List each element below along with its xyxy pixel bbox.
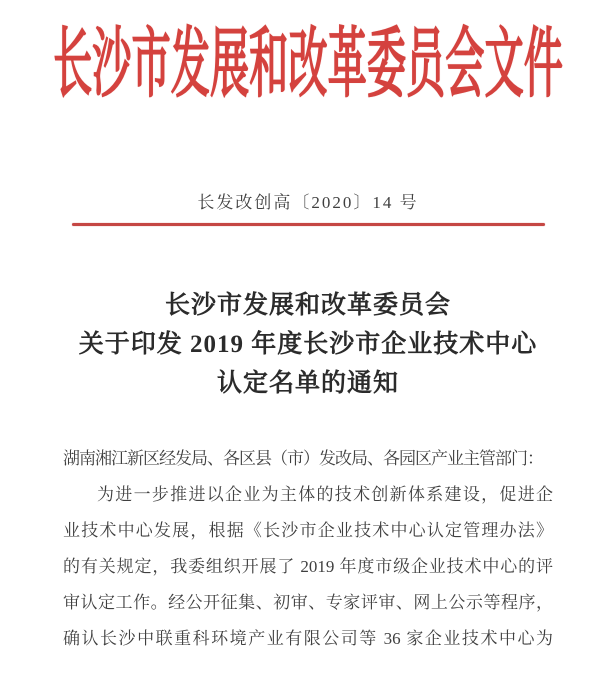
paragraph-line: 为进一步推进以企业为主体的技术创新体系建设，促进企 — [97, 485, 553, 504]
document-title-line-1: 长沙市发展和改革委员会 — [164, 292, 451, 319]
salutation-line: 湖南湘江新区经发局、各区县（市）发改局、各园区产业主管部门： — [63, 449, 543, 468]
document-title-line-3: 认定名单的通知 — [216, 370, 399, 397]
paragraph-line: 的有关规定，我委组织开展了 2019 年度市级企业技术中心的评 — [63, 557, 553, 576]
letterhead-org-title: 长沙市发展和改革委员会文件 — [53, 22, 563, 108]
red-separator-line — [72, 223, 545, 226]
document-number: 长发改创高〔2020〕14 号 — [197, 193, 419, 212]
letterhead — [0, 22, 616, 108]
document-title — [0, 286, 616, 403]
paragraph-line: 业技术中心发展，根据《长沙市企业技术中心认定管理办法》 — [63, 521, 553, 540]
paragraph-line: 确认长沙中联重科环境产业有限公司等 36 家企业技术中心为 — [63, 629, 553, 648]
paragraph-line: 审认定工作。经公开征集、初审、专家评审、网上公示等程序， — [63, 593, 553, 612]
document-title-line-2: 关于印发 2019 年度长沙市企业技术中心 — [78, 331, 538, 358]
document-body — [63, 441, 553, 657]
